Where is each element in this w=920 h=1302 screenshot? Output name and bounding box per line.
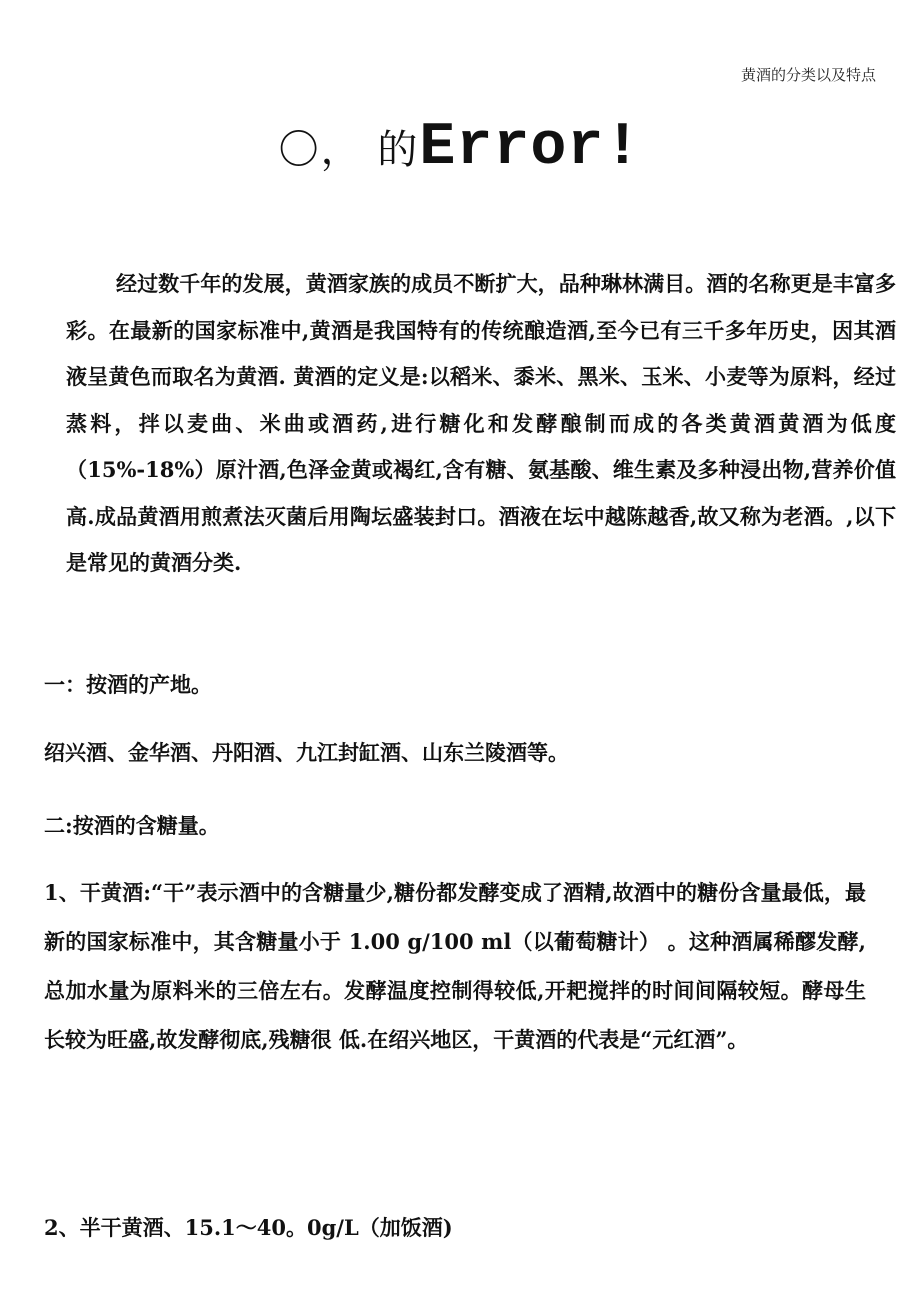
title-prefix: 〇， 的 [278, 127, 420, 173]
semi-dry-wine-item: 2、半干黄酒、15.1～40。0g/L（加饭酒) [44, 1215, 453, 1240]
section-heading-sugar: 二:按酒的含糖量。 [44, 813, 220, 838]
running-header: 黄酒的分类以及特点 [740, 66, 876, 84]
intro-paragraph: 经过数千年的发展，黄酒家族的成员不断扩大，品种琳林满目。酒的名称更是丰富多彩。在最新的国家标准中,黄酒是我国特有的传统酿造酒,至今已有三千多年历史，因其酒液呈黄色而取名为黄酒. 黄酒的定义是:以稻米、黍米、黑米、玉米、小麦等为原料，经过蒸料，拌以麦曲、米曲或酒药,进行糖化和发酵酿制而成的各类黄酒黄酒为低度（15%-18%）原汁酒,色泽金黄或褐红,含有糖、氨基酸、维生素及多种浸出物,营养价值高.成品黄酒用煎煮法灭菌后用陶坛盛装封口。酒液在坛中越陈越香,故又称为老酒。,以下是常见的黄酒分类. [66, 271, 896, 575]
section-heading-origin: 一：按酒的产地。 [44, 672, 212, 697]
title-error-text: Error! [419, 114, 642, 182]
page-title [0, 114, 920, 182]
dry-wine-paragraph: 1、干黄酒:“干”表示酒中的含糖量少,糖份都发酵变成了酒精,故酒中的糖份含量最低，最新的国家标准中，其含糖量小于 1.00 g/100 ml（以葡萄糖计） 。这种酒属稀醪发酵,总加水量为原料米的三倍左右。发酵温度控制得较低,开耙搅拌的时间间隔较短。酵母生长较为旺盛,故发酵彻底,残糖很 低.在绍兴地区，干黄酒的代表是“元红酒”。 [44, 880, 866, 1052]
origin-list: 绍兴酒、金华酒、丹阳酒、九江封缸酒、山东兰陵酒等。 [44, 740, 569, 765]
